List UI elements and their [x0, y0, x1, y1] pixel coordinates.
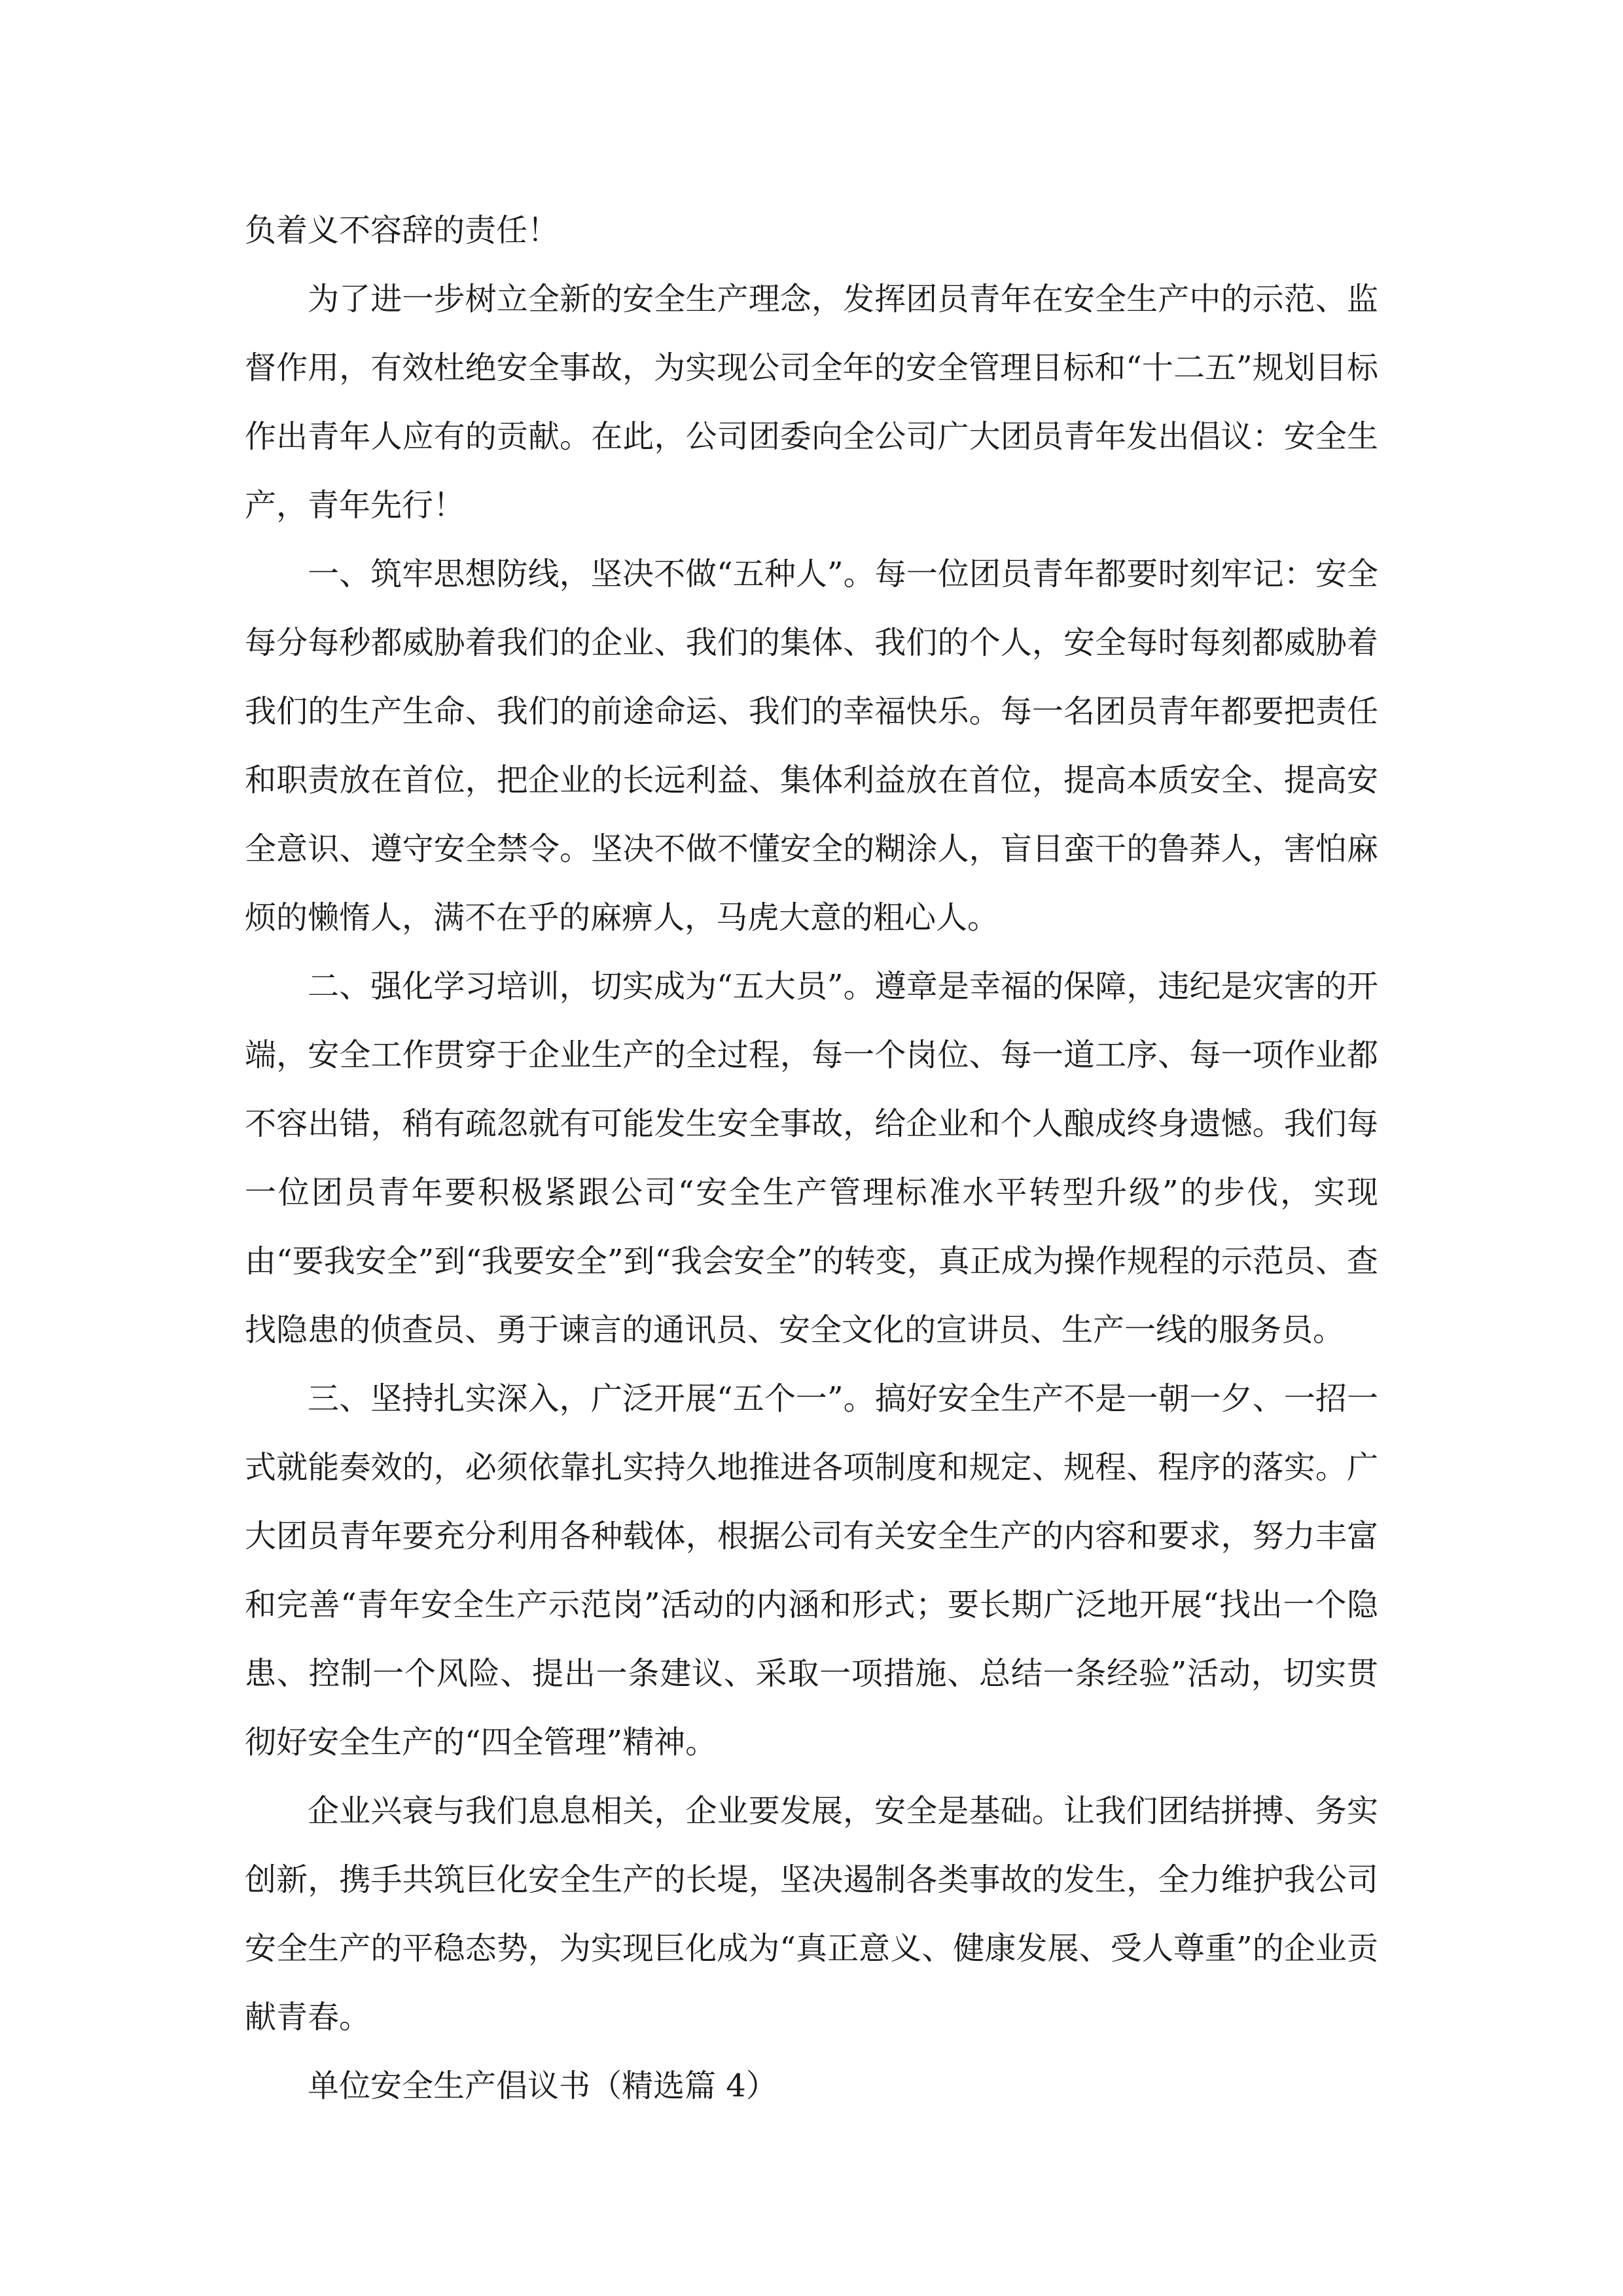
document-body — [245, 196, 1378, 2121]
paragraph-point-one: 一、筑牢思想防线，坚决不做“五种人”。每一位团员青年都要时刻牢记：安全每分每秒都威胁着我们的企业、我们的集体、我们的个人，安全每时每刻都威胁着我们的生产生命、我们的前途命运、我们的幸福快乐。每一名团员青年都要把责任和职责放在首位，把企业的长远利益、集体利益放在首位，提高本质安全、提高安全意识、遵守安全禁令。坚决不做不懂安全的糊涂人，盲目蛮干的鲁莽人，害怕麻烦的懒惰人，满不在乎的麻痹人，马虎大意的粗心人。 — [245, 556, 1378, 936]
paragraph-conclusion: 企业兴衰与我们息息相关，企业要发展，安全是基础。让我们团结拼搏、务实创新，携手共筑巨化安全生产的长堤，坚决遏制各类事故的发生，全力维护我公司安全生产的平稳态势，为实现巨化成为“真正意义、健康发展、受人尊重”的企业贡献青春。 — [245, 1793, 1378, 2036]
paragraph-point-two: 二、强化学习培训，切实成为“五大员”。遵章是幸福的保障，违纪是灾害的开端，安全工作贯穿于企业生产的全过程，每一个岗位、每一道工序、每一项作业都不容出错，稍有疏忽就有可能发生安全事故，给企业和个人酿成终身遗憾。我们每一位团员青年要积极紧跟公司“安全生产管理标准水平转型升级”的步伐，实现由“要我安全”到“我要安全”到“我会安全”的转变，真正成为操作规程的示范员、查找隐患的侦查员、勇于谏言的通讯员、安全文化的宣讲员、生产一线的服务员。 — [245, 968, 1378, 1348]
section-heading: 单位安全生产倡议书（精选篇 4） — [308, 2068, 777, 2104]
paragraph-continuation: 负着义不容辞的责任！ — [245, 212, 560, 249]
paragraph-intro: 为了进一步树立全新的安全生产理念，发挥团员青年在安全生产中的示范、监督作用，有效杜绝安全事故，为实现公司全年的安全管理目标和“十二五”规划目标作出青年人应有的贡献。在此，公司团委向全公司广大团员青年发出倡议：安全生产，青年先行！ — [245, 281, 1378, 524]
paragraph-point-three: 三、坚持扎实深入，广泛开展“五个一”。搞好安全生产不是一朝一夕、一招一式就能奏效的，必须依靠扎实持久地推进各项制度和规定、规程、程序的落实。广大团员青年要充分利用各种载体，根据公司有关安全生产的内容和要求，努力丰富和完善“青年安全生产示范岗”活动的内涵和形式；要长期广泛地开展“找出一个隐患、控制一个风险、提出一条建议、采取一项措施、总结一条经验”活动，切实贯彻好安全生产的“四全管理”精神。 — [245, 1380, 1378, 1761]
